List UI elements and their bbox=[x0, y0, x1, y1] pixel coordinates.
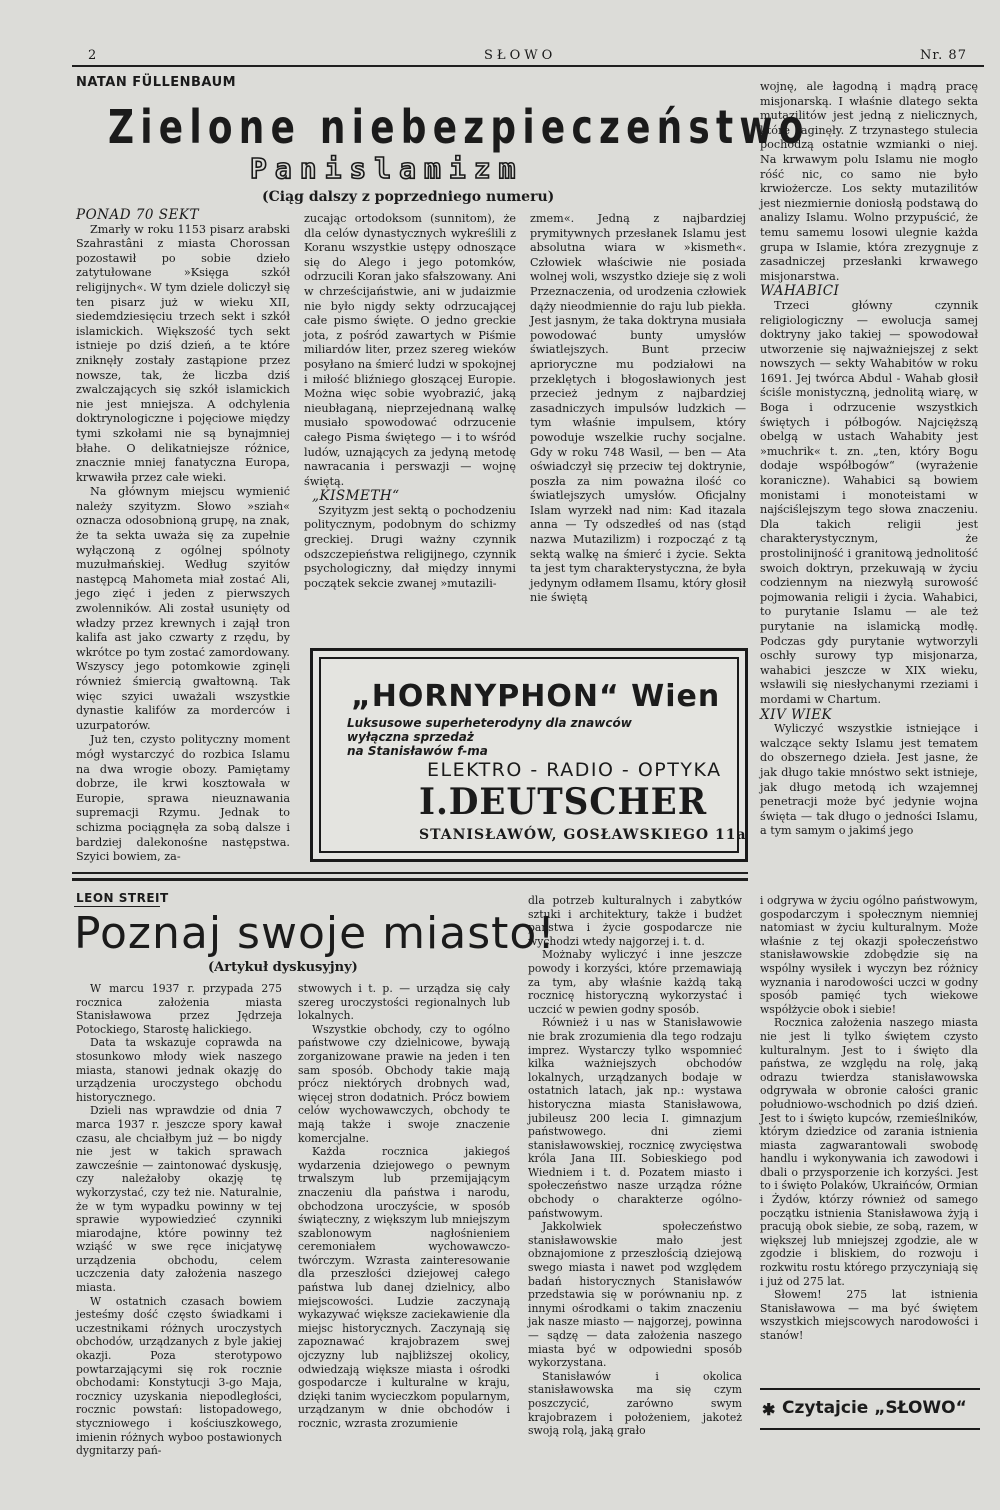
section-rule-thick bbox=[72, 878, 748, 881]
header-rule bbox=[72, 65, 984, 67]
paragraph: Stanisławów i okolica stanisławowska ma się czym poszczycić, zarówno swym krajobrazem i położeniem, jakoteż swoją rolą, jaką grało bbox=[528, 1369, 742, 1438]
paragraph: Data ta wskazuje coprawda na stosunkowo młody wiek naszego miasta, stanowi jednak okazję do urządzenia uroczystego obchodu historycznego. bbox=[76, 1036, 282, 1104]
paragraph: Słowem! 275 lat istnienia Stanisławowa — ma być świętem wszystkich miejscowych narodowości i stanów! bbox=[760, 1288, 978, 1342]
paragraph: Jakkolwiek społeczeństwo stanisławowskie mało jest obznajomione z przeszłością dziejową swego miasta i nawet pod względem badań historycznych Stanisławów przedstawia się w porównaniu np. z innymi ośrodkami o takim znaczeniu jak nasze miasto — najgorzej, powinna — sądzę — data założenia naszego miasta być w odpowiedni sposób wykorzystana. bbox=[528, 1220, 742, 1370]
article2-subtitle: (Artykuł dyskusyjny) bbox=[208, 960, 358, 975]
article2-author: LEON STREIT bbox=[76, 891, 169, 905]
paragraph: Wyliczyć wszystkie istniejące i walczące sekty Islamu jest tematem do obszernego dzieła. Jest jasne, że jak długo takie mnóstwo sekt istnieje, jak długo metodą ich wzajemnej penetracji może być jedynie wojna święta — tak długo o jedności Islamu, a tym samym o jakimś jego bbox=[760, 722, 978, 838]
article1-subtitle: Panislamizm bbox=[250, 152, 524, 185]
page-number: 2 bbox=[88, 48, 101, 63]
paragraph: dla potrzeb kulturalnych i zabytków sztuki i architektury, także i budżet państwa i życie gospodarcze nie wychodzi wtedy najgorzej i. t. d. bbox=[528, 894, 742, 948]
ad-line: Luksusowe superheterodyny dla znawców bbox=[347, 716, 632, 730]
paragraph: stwowych i t. p. — urządza się cały szereg uroczystości regionalnych lub lokalnych. bbox=[298, 982, 510, 1023]
ad-inner-border bbox=[319, 657, 747, 853]
paper-title: SŁOWO bbox=[484, 48, 557, 63]
article2-column2 bbox=[298, 982, 510, 1431]
ad-title: „HORNYPHON“ Wien bbox=[351, 679, 721, 714]
ad-address: STANISŁAWÓW, GOSŁAWSKIEGO 11a bbox=[419, 827, 747, 843]
subhead-wahabici: WAHABICI bbox=[760, 283, 840, 300]
subhead-xiv-wiek: XIV WIEK bbox=[760, 706, 833, 723]
paragraph: Już ten, czysto polityczny moment mógł wystarczyć do rozbica Islamu na dwa wrogie obozy. Pamiętamy dobrze, ile krwi kosztowała w Europie, sprawa nieuznawania supremacji Rzymu. Jednak to schizma pociągnęła za sobą dalsze i bardziej dalekonośne następstwa. Szyici bowiem, za- bbox=[76, 733, 290, 864]
paragraph: W marcu 1937 r. przypada 275 rocznica założenia miasta Stanisławowa przez Jędrzeja Potockiego, Starostę halickiego. bbox=[76, 982, 282, 1036]
ad-elektro: ELEKTRO - RADIO - OPTYKA bbox=[427, 759, 722, 781]
paragraph: Wszystkie obchody, czy to ogólno państwowe czy dzielnicowe, bywają zorganizowane prawie na jeden i ten sam sposób. Obchody takie mają prócz niektórych drobnych wad, więcej stron dodatnich. Prócz bowiem celów wychowawczych, obchody te mają także i swoje znaczenie komercjalne. bbox=[298, 1022, 510, 1145]
czytajcie-text: Czytajcie „SŁOWO“ bbox=[782, 1398, 967, 1418]
paragraph: i odgrywa w życiu ogólno państwowym, gospodarczym i społecznym niemniej natomiast w życiu kulturalnym. Może właśnie z tej okazji społeczeństwo stanisławowskie zdobędzie się na wspólny wysiłek i wyczyn bez różnicy wyznania i narodowości uczci w godny sposób pamięć tych wiekowe współżycie obok i siebie! bbox=[760, 894, 978, 1016]
czytajcie-slowo-box bbox=[760, 1388, 980, 1430]
paragraph: Każda rocznica jakiegoś wydarzenia dziejowego o pewnym trwalszym lub przemijającym znaczeniu dla państwa i narodu, obchodzona uroczyście, w sposób świąteczny, z większym lub mniejszym szablonowym nagłośnieniem ceremoniałem wychowawczo-twórczym. Wzrasta zainteresowanie dla przeszłości dziejowej całego państwa lub danej dzielnicy, albo miejscowości. Ludzie zaczynają wykazywać większe zaciekawienie dla miejsc historycznych. Zaczynają się zapoznawać krajobrazem swej ojczyzny lub najbliższej okolicy, odwiedzają większe miasta i ośrodki gospodarcze i kulturalne w kraju, dzięki tanim wycieczkom popularnym, urządzanym w dnie obchodów i rocznic, wzrasta zrozumienie bbox=[298, 1145, 510, 1430]
ad-deutscher: I.DEUTSCHER bbox=[419, 781, 708, 823]
article2-column3 bbox=[528, 894, 742, 1438]
issue-number: Nr. 87 bbox=[920, 48, 967, 63]
asterisk-icon: ✱ bbox=[762, 1400, 776, 1419]
paragraph: Dzieli nas wprawdzie od dnia 7 marca 1937 r. jeszcze spory kawał czasu, ale chciałbym już — bo nigdy nie jest w takich sprawach zawcześnie — zaintonować dyskusję, czy należałoby okazję tę wykorzystać, czy też nie. Naturalnie, że w tym wypadku powinny w tej sprawie wypowiedzieć czynniki miarodajne, które powinny też wziąść w swe ręce inicjatywę urządzenia obchodu, celem uczczenia daty założenia naszego miasta. bbox=[76, 1104, 282, 1295]
article1-author: NATAN FÜLLENBAUM bbox=[76, 75, 237, 90]
paragraph: Również i u nas w Stanisławowie nie brak zrozumienia dla tego rodzaju imprez. Wystarczy tylko wspomnieć kilka ważniejszych obchodów lokalnych, urządzanych bodaje w ostatnich latach, jak np.: wystawa historyczna miasta Stanisławowa, jubileusz 200 lecia I. gimnazjum państwowego. dni ziemi stanisławowskiej, rocznicę zwycięstwa króla Jana III. Sobieskiego pod Wiedniem i t. d. Pozatem miasto i społeczeństwo nasze urządza różne obchody o charakterze ogólno-państwowym. bbox=[528, 1016, 742, 1220]
paragraph: W ostatnich czasach bowiem jesteśmy dość często świadkami i uczestnikami różnych uroczystych obchodów, urządzanych z byle jakiej okazji. Poza sterotypowo powtarzającymi się rok rocznie obchodami: Konstytucji 3-go Maja, rocznicy uzyskania niepodległości, rocznic powstań: listopadowego, styczniowego i kościuszkowego, imienin różnych wyboo postawionych dygnitarzy pań- bbox=[76, 1294, 282, 1458]
article2-title: Poznaj swoje miasto! bbox=[74, 908, 556, 959]
article1-column2 bbox=[304, 212, 516, 591]
hornyphon-advertisement bbox=[310, 648, 748, 862]
author-underline bbox=[74, 906, 160, 907]
subhead-ponad: PONAD 70 SEKT bbox=[76, 207, 199, 223]
section-rule bbox=[72, 872, 748, 874]
paragraph: Rocznica założenia naszego miasta nie jest li tylko świętem czysto kulturalnym. Jest to i święto dla państwa, ze względu na rolę, jaką odrazu twierdza stanisławowska odgrywała w obronie całości granic południowo-wschodnich po dziś dzień. Jest to i święto kupców, rzemieślników, którym dziedzice od zarania istnienia miasta zagwarantowali swobodę handlu i wykonywania ich zawodowi i dbali o przysporzenie ich korzyści. Jest to i święto Polaków, Ukraińców, Ormian i Żydów, którzy również od samego początku istnienia Stanisławowa żyją i pracują obok siebie, ze sobą, razem, w większej lub mniejszej zgodzie, ale w zgodzie i bliskiem, do rozwoju i rozkwitu rostu którego przyczyniają się i już od 275 lat. bbox=[760, 1016, 978, 1288]
article1-column1 bbox=[76, 208, 290, 865]
article1-column3 bbox=[530, 212, 746, 606]
article1-column4 bbox=[760, 80, 978, 839]
paragraph: Szyityzm jest sektą o pochodzeniu politycznym, podobnym do schizmy greckiej. Drugi ważny czynnik odszczepieństwa religijnego, czynnik psychologiczny, dał między innymi początek sekcie zwanej »mutazili- bbox=[304, 503, 516, 590]
article2-column4 bbox=[760, 894, 978, 1343]
paragraph: Zmarły w roku 1153 pisarz arabski Szahrastâni z miasta Chorossan pozostawił po sobie dzieło zatytułowane »Księga szkół religijnych«. W tym dziele doliczył się ten pisarz już w wieku XII, siedemdziesięciu trzech sekt i szkół islamickich. Większość tych sekt istnieje po dziś dzień, a te które zniknęły zostały zastąpione przez nowsze, tak, że liczba dziś zwalczających się szkół islamickich nie jest mniejsza. A odchylenia doktrynologiczne i pojęciowe między tymi szkołami nie są bynajmniej błahe. O delikatniejsze różnice, znacznie mniej fanatyczna Europa, krwawiła przez całe wieki. bbox=[76, 222, 290, 484]
subhead-kismeth: „KISMETH“ bbox=[312, 488, 400, 505]
paragraph: zucając ortodoksom (sunnitom), że dla celów dynastycznych wykreślili z Koranu wszystkie ustępy odnoszące się do Alego i jego potomków, odrzucili Koran jako sfałszowany. Ani w chrześcijaństwie, ani w judaizmie nie było nigdy sekty odrzucającej całe pismo święte. O jedno greckie jota, z pośród zawartych w Piśmie miliardów liter, przez szereg wieków posyłano na śmierć ludzi w spokojnej i miłość bliźniego głoszącej Europie. Można więc sobie wyobrazić, jaką nieubłaganą, nieprzejednaną walkę musiało spowodować odrzucenie całego Pisma świętego — i to wśród ludów, uznających za jedyną metodę nawracania i perswazji — wojnę świętą. bbox=[304, 212, 516, 488]
paragraph: Na głównym miejscu wymienić należy szyityzm. Słowo »sziah« oznacza odosobnioną grupę, na znak, że ta sekta uważa się za zupełnie wyłączoną z ogólnej spólnoty muzułmańskiej. Według szyitów następcą Mahometa miał zostać Ali, jego zięć i jeden z pierwszych zwolenników. Ali został usunięty od władzy przez krewnych i zajął tron kalifa ast jako czwarty z rzędu, by wkrótce po tym zostać zamordowany. Wszyscy jego potomkowie zginęli również śmiercią gwałtowną. Tak więc szyici uważali wszystkie dynastie kalifów za morderców i uzurpatorów. bbox=[76, 485, 290, 732]
ad-line: na Stanisławów f-ma bbox=[347, 744, 488, 758]
paragraph: zmem«. Jedną z najbardziej prymitywnych przesłanek Islamu jest absolutna wiara w »kismeth«. Człowiek właściwie nie posiada wolnej woli, wszystko dzieje się z woli Przeznaczenia, od urodzenia człowiek dąży nieodmiennie do raju lub piekła. Jest jasnym, że taka doktryna musiała powodować bunty umysłów światlejszych. Bunt przeciw aprioryczne mu podziałowi na przeklętych i błogosławionych jest przecież jednym z najbardziej zasadniczych impulsów ludzkich — tym właśnie impulsem, który powoduje wszelkie ruchy socjalne. Gdy w roku 748 Wasil, — ben — Ata oświadczył się przeciw tej doktrynie, poszła za nim poważna ilość co światlejszych umysłów. Oficjalny Islam wyrzekł nad nim: Kad itazala anna — Ty odszedłeś od nas (stąd nazwa Mutazilizm) i rozpocząć z tą sektą walkę na śmierć i życie. Sekta ta jest tym charakterystyczna, że była jedynym odłamem Ilsamu, który głosił nie świętą bbox=[530, 212, 746, 605]
paragraph: Możnaby wyliczyć i inne jeszcze powody i korzyści, które przemawiają za tym, aby właśnie każdą taką rocznicę historyczną wykorzystać i uczcić w pewien godny sposób. bbox=[528, 948, 742, 1016]
paragraph: Trzeci główny czynnik religiologiczny — ewolucja samej doktryny jako takiej — spowodował utworzenie się najważniejszej z sekt nowszych — sekty Wahabitów w roku 1691. Jej twórca Abdul - Wahab głosił ściśle monistyczną, jednolitą wiarę, w Boga i odrzucenie wszystkich świętych i półbogów. Najcięższą obelgą w ustach Wahabity jest »muchrik« t. zn. „ten, który Bogu dodaje współbogów“ (wyrażenie koraniczne). Wahabici są bowiem monistami i monoteistami w najściślejszym tego słowa znaczeniu. Dla takich religii jest charakterystycznym, że prostolinijność i granitową jednolitość swoich doktryn, przekuwają w życiu codziennym na niezwyłą surowość pojmowania religii i życia. Wahabici, to purytanie Islamu — ale też purytanie na islamicką modłę. Podczas gdy purytanie wytworzyli oschły surowy typ misjonarza, wahabici jeszcze w XIX wieku, wsławili się niesłychanymi rzeziami i mordami w Chartum. bbox=[760, 298, 978, 706]
article2-column1 bbox=[76, 982, 282, 1458]
ad-line: wyłączna sprzedaż bbox=[347, 730, 474, 744]
article1-title: Zielone niebezpieczeństwo bbox=[108, 100, 810, 154]
paragraph: wojnę, ale łagodną i mądrą pracę misjonarską. I właśnie dlatego sekta mutazilitów jest jedną z nielicznych, które zaginęły. Z trzynastego stulecia pochodzą ostatnie wzmianki o niej. Na krwawym polu Islamu nie mogło róść nic, co samo nie było krwiożercze. Los sekty mutazilitów jest niezmiernie doniosłą podstawą do analizy Islamu. Wolno przypuścić, że temu samemu losowi ulegnie każda grupa w Islamie, która zrezygnuje z zasadniczej przesłanki krwawego misjonarstwa. bbox=[760, 80, 978, 283]
article1-continuation: (Ciąg dalszy z poprzedniego numeru) bbox=[262, 189, 555, 205]
